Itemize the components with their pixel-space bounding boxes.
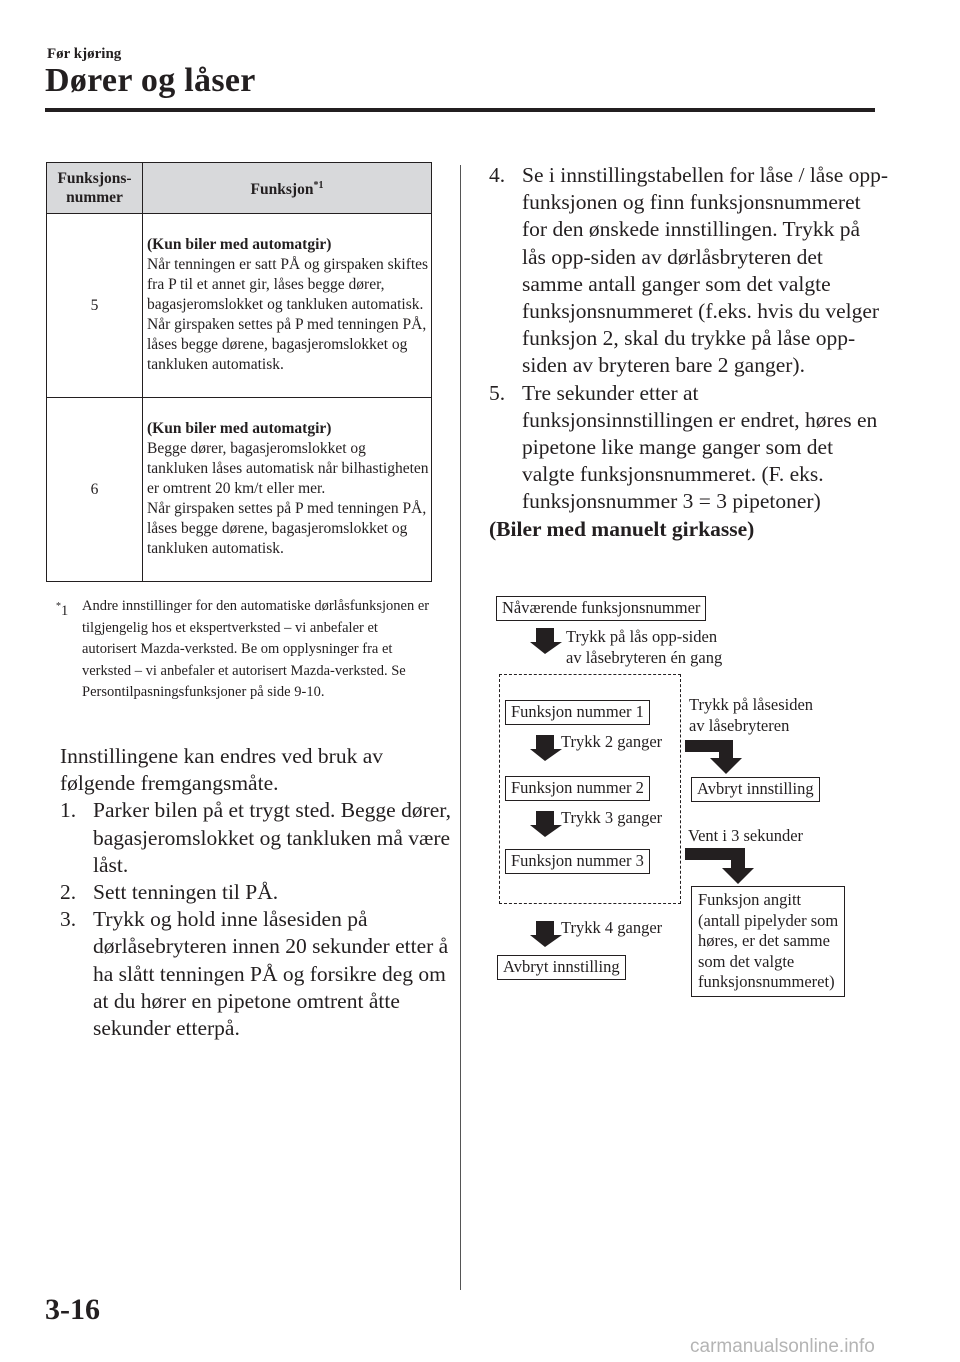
press-unlock-once-label-2: av låsebryteren én gang bbox=[566, 648, 723, 667]
function-2-box: Funksjon nummer 2 bbox=[505, 776, 650, 801]
cancel-box-right: Avbryt innstilling bbox=[691, 777, 820, 802]
function-table bbox=[46, 162, 432, 582]
watermark: carmanualsonline.info bbox=[690, 1336, 875, 1357]
down-arrow-icon bbox=[530, 628, 564, 654]
press-lock-label-2: av låsebryteren bbox=[689, 716, 790, 735]
step-3: 3. Trykk og hold inne låsesiden på dørlåsebryteren innen 20 sekunder etter å ha slått tenningen PÅ og forsikre deg om at du hører en pipetone omtrent åtte sekunder etterpå. bbox=[60, 907, 449, 1041]
footnote: *1 Andre innstillinger for den automatiske dørlåsfunksjonen er tilgjengelig hos et ekspertverksted – vi anbefaler et autorisert Mazda-verksted. Be om opplysninger fra et verksted – vi anbefaler et autorisert Mazda-verksted. Se Persontilpasningsfunksjoner på side 9-10. bbox=[56, 598, 430, 700]
table-row bbox=[47, 214, 432, 398]
press-2-label: Trykk 2 ganger bbox=[561, 732, 663, 751]
cancel-box-left: Avbryt innstilling bbox=[497, 955, 626, 980]
down-arrow-icon bbox=[530, 735, 564, 761]
step-4: 4. Se i innstillingstabellen for låse / låse opp-funksjonen og finn funksjonsnummeret for den ønskede innstillingen. Trykk på lås opp-siden av dørlåsbryteren det samme antall ganger som det valgte funksjonsnummeret (f.eks. hvis du velger funksjon 2, skal du trykke på låse opp-siden av bryteren bare 2 ganger). bbox=[489, 163, 889, 378]
col-function: Funksjon$^{*1}$ bbox=[143, 163, 432, 214]
col-function-number: Funksjons- nummer bbox=[47, 163, 143, 214]
press-3-label: Trykk 3 ganger bbox=[561, 808, 663, 827]
intro-paragraph: Innstillingene kan endres ved bruk av følgende fremgangsmåte. bbox=[60, 744, 384, 796]
function-number: 6 bbox=[47, 398, 143, 582]
table-header-row bbox=[47, 163, 432, 214]
down-arrow-icon bbox=[530, 811, 564, 837]
step-2: 2. Sett tenningen til PÅ. bbox=[60, 880, 279, 905]
down-arrow-icon bbox=[530, 921, 564, 947]
result-box: Funksjon angitt (antall pipelyder som høres, er det samme som det valgte funksjonsnummeret) bbox=[691, 886, 845, 997]
function-description: (Kun biler med automatgir) Begge dører, bagasjeromslokket og tankluken låses automatisk når bilhastigheten er omtrent 20 km/t eller mer. Når girspaken settes på P med tenningen PÅ, låses begge dørene, bagasjeromslokket og tankluken automatisk. bbox=[143, 398, 432, 582]
step-1: 1. Parker bilen på et trygt sted. Begge dører, bagasjeromslokket og tankluken må være låst. bbox=[60, 798, 451, 877]
current-function-box: Nåværende funksjonsnummer bbox=[496, 596, 706, 621]
press-4-label: Trykk 4 ganger bbox=[561, 918, 663, 937]
press-unlock-once-label: Trykk på lås opp-siden bbox=[566, 627, 718, 646]
column-divider bbox=[460, 165, 461, 1290]
bent-arrow-icon bbox=[685, 740, 765, 774]
function-description: (Kun biler med automatgir) Når tenningen er satt PÅ og girspaken skiftes fra P til et annet gir, låses begge dører, bagasjeromslokket og tankluken automatisk. Når girspaken settes på P med tenningen PÅ, låses begge dørene, bagasjeromslokket og tankluken automatisk. bbox=[143, 214, 432, 398]
step-5: 5. Tre sekunder etter at funksjonsinnstillingen er endret, høres en pipetone like mange ganger som det valgte funksjonsnummeret. (F. eks. funksjonsnummer 3 = 3 pipetoner) bbox=[489, 380, 878, 514]
right-column-text bbox=[489, 162, 889, 543]
page-title: Dører og låser bbox=[45, 62, 256, 99]
function-3-box: Funksjon nummer 3 bbox=[505, 849, 650, 874]
title-rule bbox=[45, 108, 875, 112]
wait-label: Vent i 3 sekunder bbox=[688, 826, 804, 845]
table-row bbox=[47, 398, 432, 582]
page-number: 3-16 bbox=[45, 1293, 100, 1326]
section-label: Før kjøring bbox=[47, 46, 122, 62]
press-lock-label: Trykk på låsesiden bbox=[689, 695, 814, 714]
left-column-text bbox=[60, 743, 460, 1042]
function-1-box: Funksjon nummer 1 bbox=[505, 700, 650, 725]
subheading: (Biler med manuelt girkasse) bbox=[489, 516, 755, 541]
function-number: 5 bbox=[47, 214, 143, 398]
bent-arrow-icon bbox=[685, 848, 765, 884]
